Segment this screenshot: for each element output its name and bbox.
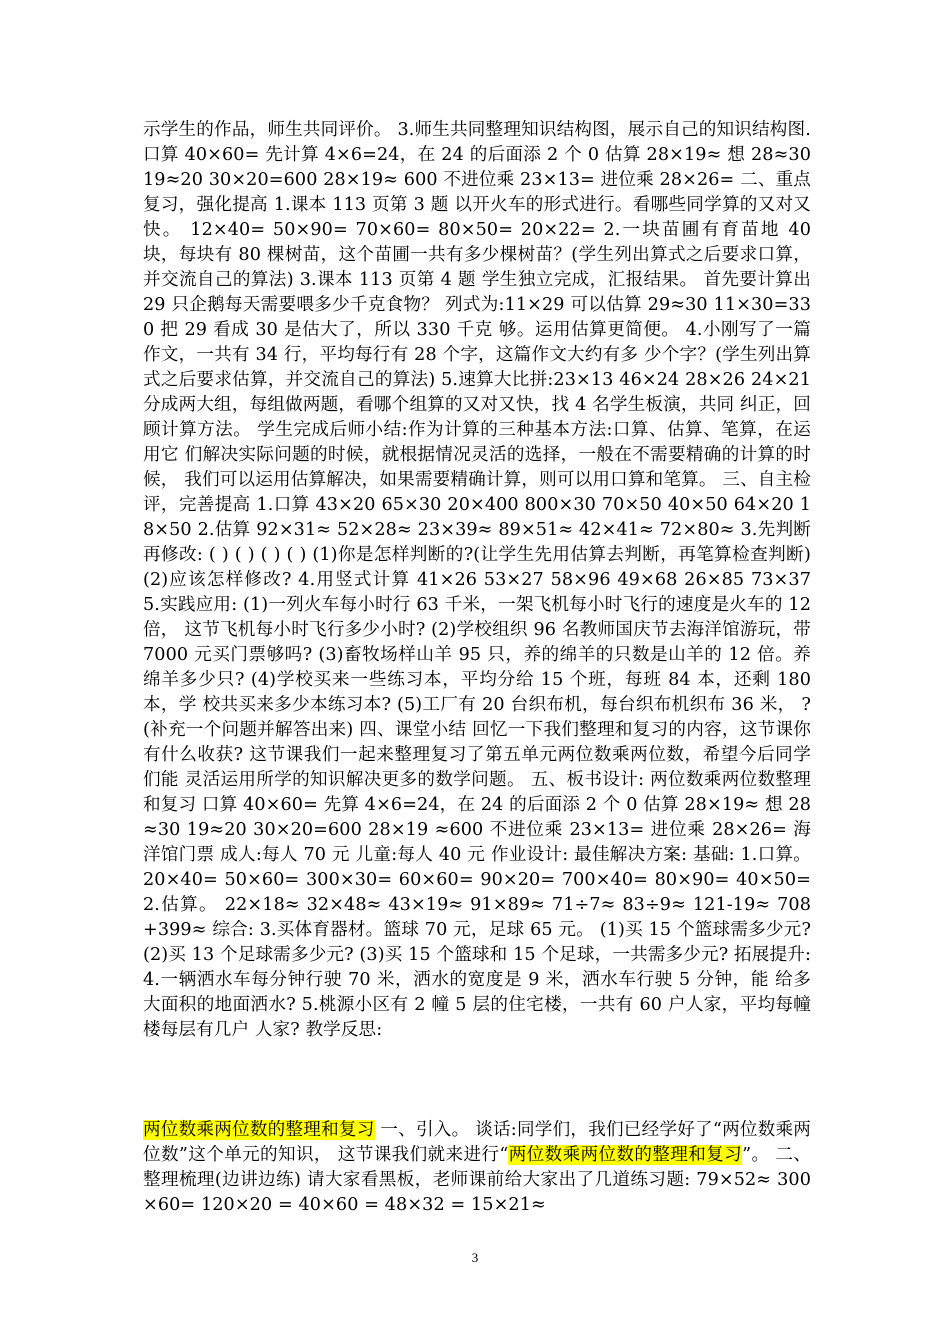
page-number: 3 xyxy=(471,1250,479,1265)
review-section-paragraph xyxy=(143,1118,811,1218)
intro-text: 一、引入。 谈话:同学们，我们已经学好了“两位数乘两位数”这个单元的知识， 这节课我们就来进行“ xyxy=(143,1120,811,1165)
body-paragraph: 示学生的作品，师生共同评价。 3.师生共同整理知识结构图，展示自己的知识结构图. 口算 40×60= 先计算 4×6=24，在 24 的后面添 2 个 0 估算 28×19≈ 想 28≈30 19≈20 30×20=600 28×19≈ 600 不进位乘 23×13= 进位乘 28×26= 二、重点复习，强化提高 1.课本 113 页第 3 题 以开火车的形式进行。看哪些同学算的又对又快。 12×40= 50×90= 70×60= 80×50= 20×22= 2.一块苗圃有育苗地 40 块，每块有 80 棵树苗，这个苗圃一共有多少棵树苗？(学生列出算式之后要求口算，并交流自己的算法) 3.课本 113 页第 4 题 学生独立完成，汇报结果。 首先要计算出 29 只企鹅每天需要喂多少千克食物？ 列式为:11×29 可以估算 29≈30 11×30=330 把 29 看成 30 是估大了，所以 330 千克 够。运用估算更简便。 4.小刚写了一篇作文，一共有 34 行，平均每行有 28 个字，这篇作文大约有多 少个字？(学生列出算式之后要求估算，并交流自己的算法) 5.速算大比拼:23×13 46×24 28×26 24×21 分成两大组，每组做两题，看哪个组算的又对又快，找 4 名学生板演，共同 纠正，回顾计算方法。 学生完成后师小结:作为计算的三种基本方法:口算、估算、笔算，在运用它 们解决实际问题的时候，就根据情况灵活的选择，一般在不需要精确的计算的时候， 我们可以运用估算解决，如果需要精确计算，则可以用口算和笔算。 三、自主检评，完善提高 1.口算 43×20 65×30 20×400 800×30 70×50 40×50 64×20 18×50 2.估算 92×31≈ 52×28≈ 23×39≈ 89×51≈ 42×41≈ 72×80≈ 3.先判断再修改: ( ) ( ) ( ) ( ) (1)你是怎样判断的?(让学生先用估算去判断，再笔算检查判断) (2)应该怎样修改? 4.用竖式计算 41×26 53×27 58×96 49×68 26×85 73×37 5.实践应用: (1)一列火车每小时行 63 千米，一架飞机每小时飞行的速度是火车的 12 倍， 这节飞机每小时飞行多少小时? (2)学校组织 96 名教师国庆节去海洋馆游玩，带 7000 元买门票够吗? (3)畜牧场样山羊 95 只，养的绵羊的只数是山羊的 12 倍。养绵羊多少只? (4)学校买来一些练习本，平均分给 15 个班，每班 84 本，还剩 180 本，学 校共买来多少本练习本? (5)工厂有 20 台织布机，每台织布机织布 36 米， ?(补充一个问题并解答出来) 四、课堂小结 回忆一下我们整理和复习的内容，这节课你有什么收获? 这节课我们一起来整理复习了第五单元两位数乘两位数，希望今后同学们能 灵活运用所学的知识解决更多的数学问题。 五、板书设计: 两位数乘两位数整理和复习 口算 40×60= 先算 4×6=24，在 24 的后面添 2 个 0 估算 28×19≈ 想 28≈30 19≈20 30×20=600 28×19 ≈600 不进位乘 23×13= 进位乘 28×26= 海洋馆门票 成人:每人 70 元 儿童:每人 40 元 作业设计: 最佳解决方案: 基础: 1.口算。 20×40= 50×60= 300×30= 60×60= 90×20= 700×40= 80×90= 40×50= 2.估算。 22×18≈ 32×48≈ 43×19≈ 91×89≈ 71÷7≈ 83÷9≈ 121-19≈ 708+399≈ 综合: 3.买体育器材。篮球 70 元，足球 65 元。 (1)买 15 个篮球需多少元? (2)买 13 个足球需多少元? (3)买 15 个篮球和 15 个足球，一共需多少元? 拓展提升: 4.一辆洒水车每分钟行驶 70 米，洒水的宽度是 9 米，洒水车行驶 5 分钟，能 给多大面积的地面洒水? 5.桃源小区有 2 幢 5 层的住宅楼，一共有 60 户人家，平均每幢楼每层有几户 人家? 教学反思: xyxy=(143,120,811,1040)
highlighted-title-repeat: 两位数乘两位数的整理和复习 xyxy=(508,1145,743,1165)
highlighted-title: 两位数乘两位数的整理和复习 xyxy=(143,1120,375,1140)
review-text: ”。 二、整理梳理(边讲边练) 请大家看黑板，老师课前给大家出了几道练习题: 79×52≈ 300×60= 120×20 = 40×60 = 48×32 = 15×21≈ xyxy=(143,1145,811,1215)
